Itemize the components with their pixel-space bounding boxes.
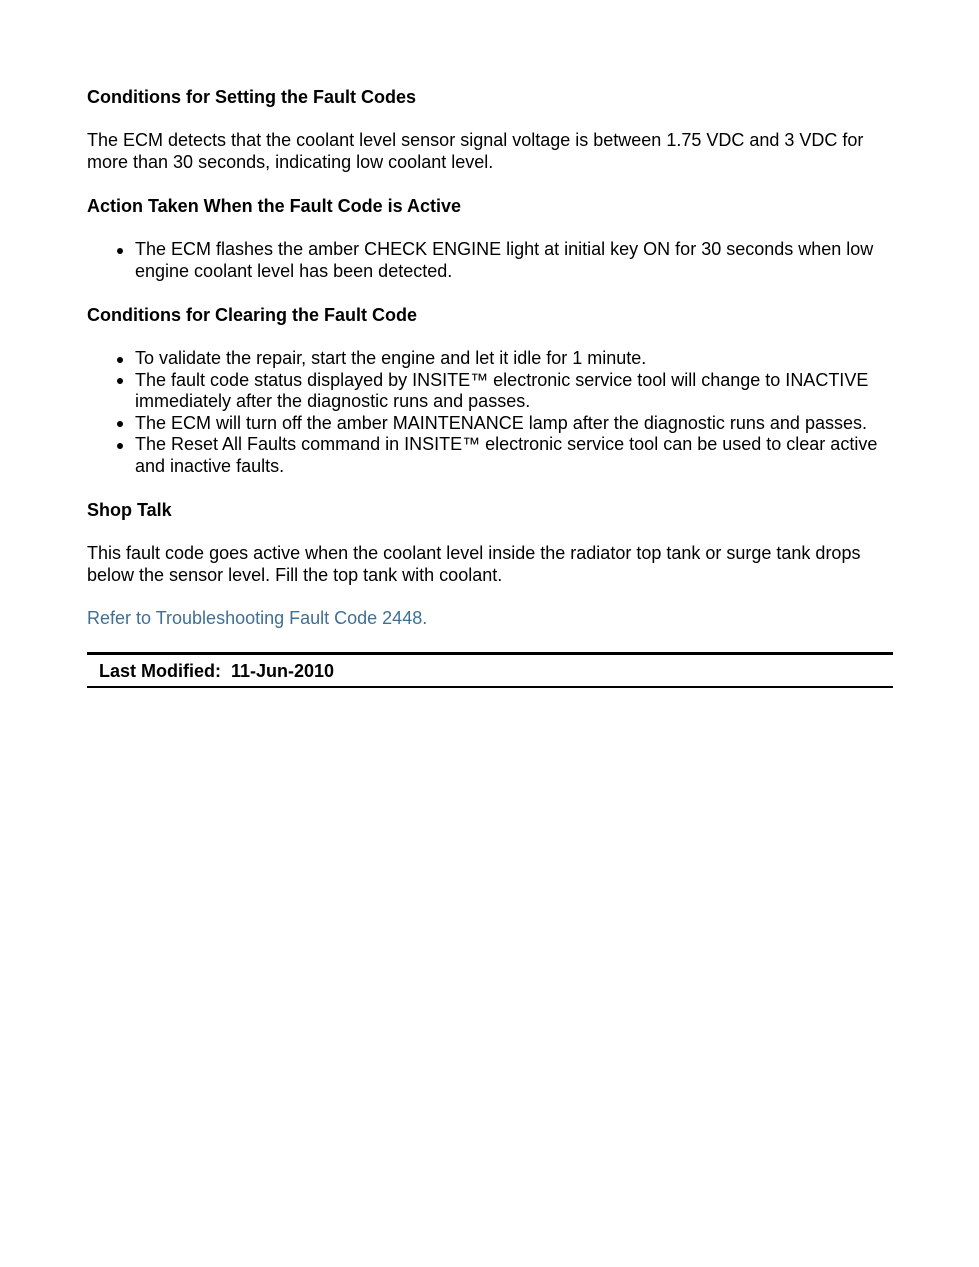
list-item-text: The ECM will turn off the amber MAINTENANCE lamp after the diagnostic runs and passes. [135,412,867,433]
list-item [87,239,893,282]
shop-talk-text: This fault code goes active when the coolant level inside the radiator top tank or surge tank drops below the sensor level. Fill the top tank with coolant. [87,543,861,585]
document-page [87,86,893,688]
list-item-text: The fault code status displayed by INSITE™ electronic service tool will change to INACTIVE immediately after the diagnostic runs and passes. [135,369,869,411]
troubleshooting-link[interactable]: Refer to Troubleshooting Fault Code 2448. [87,608,428,628]
setting-conditions-text: The ECM detects that the coolant level sensor signal voltage is between 1.75 VDC and 3 VDC for more than 30 seconds, indicating low coolant level. [87,130,864,172]
heading-setting-conditions: Conditions for Setting the Fault Codes [87,87,416,107]
bullet-icon [117,248,123,254]
heading-shop-talk: Shop Talk [87,500,172,520]
list-item [87,348,893,370]
bullet-icon [117,378,123,384]
last-modified-label: Last Modified: 11-Jun-2010 [99,661,335,681]
list-item-text: The ECM flashes the amber CHECK ENGINE light at initial key ON for 30 seconds when low engine coolant level has been detected. [135,239,874,281]
list-item-text: The Reset All Faults command in INSITE™ electronic service tool can be used to clear active and inactive faults. [135,434,878,476]
footer-bar [87,652,893,688]
heading-action-taken: Action Taken When the Fault Code is Active [87,196,462,216]
heading-clearing-conditions: Conditions for Clearing the Fault Code [87,305,417,325]
list-item [87,413,893,435]
bullet-icon [117,421,123,427]
list-item [87,370,893,413]
action-list [87,239,893,282]
bullet-icon [117,443,123,449]
list-item-text: To validate the repair, start the engine and let it idle for 1 minute. [135,348,647,368]
bullet-icon [117,357,123,363]
list-item [87,434,893,477]
clearing-list [87,348,893,477]
